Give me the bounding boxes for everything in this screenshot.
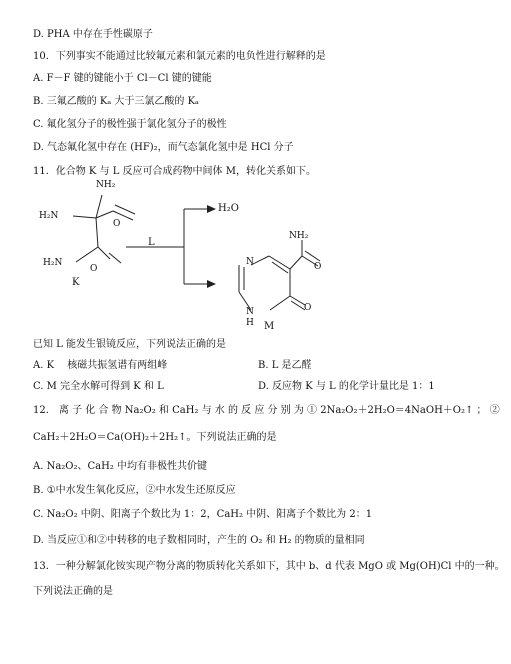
- q13-stem-line1: 13．一种分解氯化铵实现产物分离的物质转化关系如下，其中 b、d 代表 MgO 或 Mg(OH)Cl 中的一种。: [33, 561, 505, 572]
- k-bond: [115, 205, 135, 214]
- m-ring-nh-label: N: [246, 307, 254, 317]
- m-bond: [290, 296, 305, 305]
- q10-stem: 10．下列事实不能通过比较氟元素和氯元素的电负性进行解释的是: [33, 51, 326, 62]
- compound-k-label: K: [72, 277, 80, 288]
- q12-option-c: C. Na₂O₂ 中阴、阳离子个数比为 1：2，CaH₂ 中阴、阳离子个数比为 2：1: [33, 509, 373, 520]
- q11-stem: 11．化合物 K 与 L 反应可合成药物中间体 M，转化关系如下。: [33, 166, 316, 177]
- q10-option-d: D. 气态氟化氢中存在 (HF)₂，而气态氯化氢中是 HCl 分子: [33, 142, 294, 153]
- q11-option-b: B. L 是乙醛: [258, 360, 312, 371]
- q13-stem-line2: 下列说法正确的是: [33, 586, 113, 597]
- byproduct-h2o-label: H₂O: [218, 203, 239, 214]
- reagent-l-label: L: [148, 237, 155, 248]
- q9-option-d: D. PHA 中存在手性碳原子: [33, 29, 153, 40]
- q11-option-d: D. 反应物 K 与 L 的化学计量比是 1：1: [258, 381, 435, 392]
- m-bond: [290, 256, 302, 269]
- k-o-amide-label: O: [90, 264, 98, 274]
- arrowhead-upper: [207, 205, 216, 213]
- q12-stem-line1: 12． 离 子 化 合 物 Na₂O₂ 和 CaH₂ 与 水 的 反 应 分 别 为 ① 2Na₂O₂＋2H₂O＝4NaOH＋O₂↑ ； ②: [33, 405, 500, 416]
- k-bond: [76, 247, 98, 262]
- compound-m-label: M: [264, 321, 275, 332]
- k-bond: [109, 253, 121, 263]
- k-bond: [73, 216, 96, 218]
- k-bond: [96, 211, 113, 218]
- k-h2n-amide-label: H₂N: [43, 258, 63, 268]
- k-bond: [98, 247, 110, 259]
- q11-note: 已知 L 能发生银镜反应，下列说法正确的是: [33, 339, 226, 350]
- q12-option-d: D. 当反应①和②中转移的电子数相同时，产生的 O₂ 和 H₂ 的物质的量相同: [33, 535, 365, 546]
- k-bond: [96, 195, 102, 218]
- q10-option-b: B. 三氟乙酸的 Kₐ 大于三氯乙酸的 Kₐ: [33, 96, 199, 107]
- m-ring-h-label: H: [246, 318, 254, 328]
- m-o-ring-label: O: [304, 303, 312, 313]
- m-o-amide-label: O: [314, 262, 322, 272]
- q10-option-a: A. F－F 键的键能小于 Cl－Cl 键的键能: [33, 73, 212, 84]
- arrowhead-lower: [207, 280, 216, 288]
- q12-option-a: A. Na₂O₂、CaH₂ 中均有非极性共价键: [33, 461, 208, 472]
- q11-option-a: A. K 核磁共振氢谱有两组峰: [33, 360, 168, 371]
- k-o-label: O: [113, 219, 121, 229]
- m-ring-n-label: N: [246, 257, 254, 267]
- k-nh2-label: NH₂: [96, 180, 116, 190]
- q12-option-b: B. ①中水发生氧化反应，②中水发生还原反应: [33, 485, 236, 496]
- m-nh2-label: NH₂: [289, 231, 309, 241]
- q12-stem-line2: CaH₂＋2H₂O＝Ca(OH)₂＋2H₂↑。下列说法正确的是: [33, 432, 277, 443]
- q11-option-c: C. M 完全水解可得到 K 和 L: [33, 381, 164, 392]
- k-bond: [96, 218, 98, 247]
- k-h2n-label: H₂N: [39, 211, 59, 221]
- q10-option-c: C. 氟化氢分子的极性强于氯化氢分子的极性: [33, 119, 227, 130]
- m-bond: [272, 262, 288, 273]
- m-bond: [291, 301, 305, 310]
- m-bond: [270, 296, 290, 310]
